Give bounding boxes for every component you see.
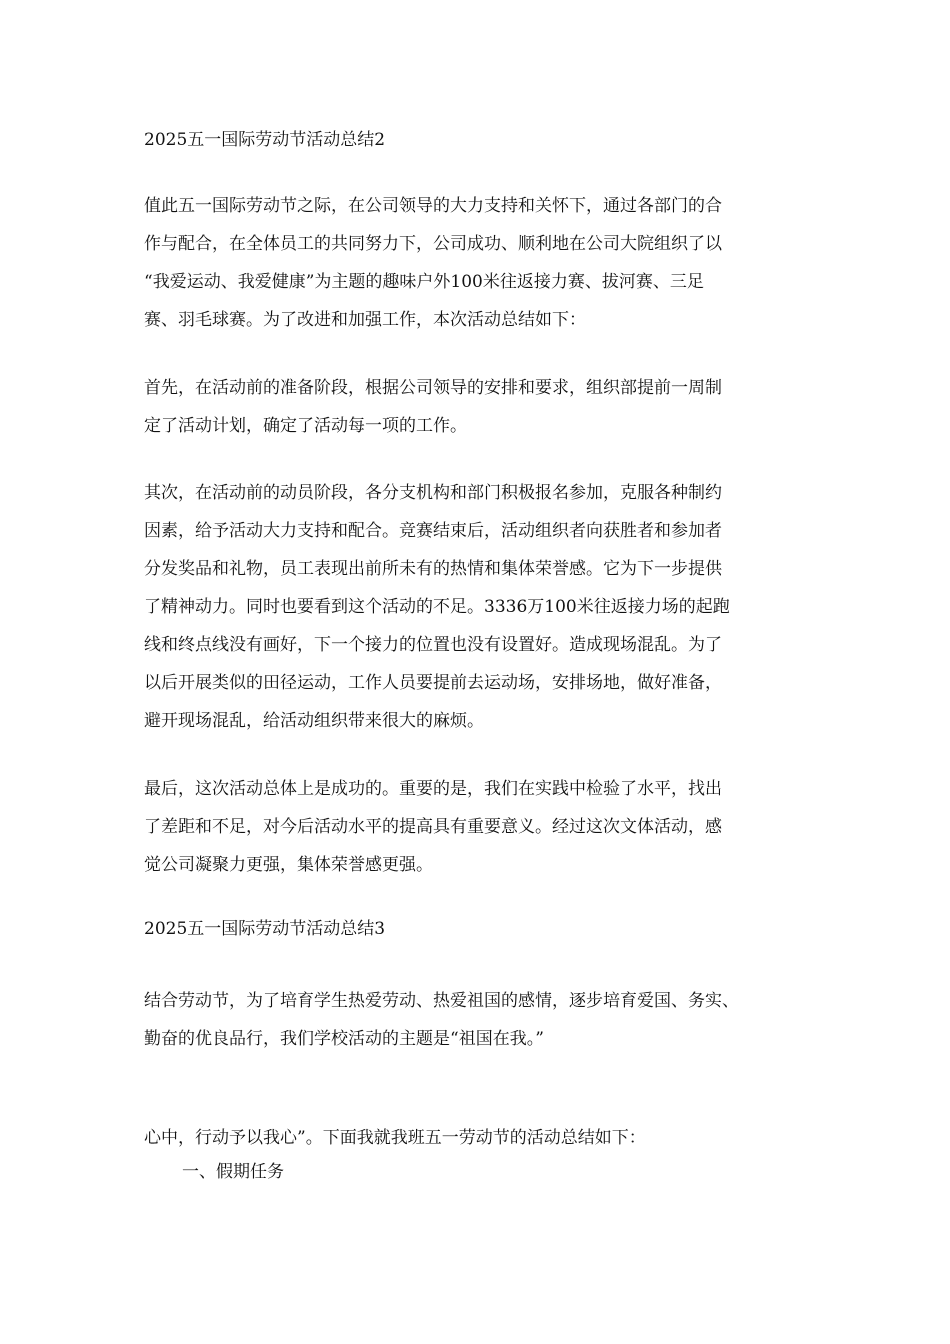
intro-paragraph [144, 187, 814, 339]
section-heading-3: 2025五一国际劳动节活动总结3 [144, 919, 386, 939]
list-item-holiday-tasks: 一、假期任务 [182, 1162, 284, 1182]
labor-paragraph [144, 982, 814, 1058]
paragraph-line: 了精神动力。同时也要看到这个活动的不足。3336万100米往返接力场的起跑 [144, 597, 730, 617]
paragraph-line: 首先，在活动前的准备阶段，根据公司领导的安排和要求，组织部提前一周制 [144, 378, 722, 398]
paragraph-line: 分发奖品和礼物，员工表现出前所未有的热情和集体荣誉感。它为下一步提供 [144, 559, 722, 579]
first-paragraph [144, 369, 814, 445]
paragraph-line: 避开现场混乱，给活动组织带来很大的麻烦。 [144, 711, 484, 731]
paragraph-line: 其次，在活动前的动员阶段，各分支机构和部门积极报名参加，克服各种制约 [144, 483, 722, 503]
paragraph-line: 线和终点线没有画好，下一个接力的位置也没有设置好。造成现场混乱。为了 [144, 635, 722, 655]
paragraph-line: 因素，给予活动大力支持和配合。竞赛结束后，活动组织者向获胜者和参加者 [144, 521, 722, 541]
paragraph-line: 结合劳动节，为了培育学生热爱劳动、热爱祖国的感情，逐步培育爱国、务实、 [144, 991, 739, 1011]
last-paragraph [144, 770, 814, 884]
second-paragraph [144, 474, 814, 740]
paragraph-line: 赛、羽毛球赛。为了改进和加强工作，本次活动总结如下： [144, 310, 586, 330]
section-heading-2: 2025五一国际劳动节活动总结2 [144, 130, 386, 150]
paragraph-line: 作与配合，在全体员工的共同努力下，公司成功、顺利地在公司大院组织了以 [144, 234, 722, 254]
paragraph-line: 最后，这次活动总体上是成功的。重要的是，我们在实践中检验了水平，找出 [144, 779, 722, 799]
paragraph-line: 觉公司凝聚力更强，集体荣誉感更强。 [144, 855, 433, 875]
paragraph-line: “我爱运动、我爱健康”为主题的趣味户外100米往返接力赛、拔河赛、三足 [144, 272, 704, 292]
paragraph-line: 以后开展类似的田径运动，工作人员要提前去运动场，安排场地，做好准备， [144, 673, 722, 693]
paragraph-line: 值此五一国际劳动节之际，在公司领导的大力支持和关怀下，通过各部门的合 [144, 196, 722, 216]
paragraph-line: 定了活动计划，确定了活动每一项的工作。 [144, 416, 467, 436]
paragraph-line: 了差距和不足，对今后活动水平的提高具有重要意义。经过这次文体活动，感 [144, 817, 722, 837]
continuation-line: 心中，行动予以我心”。下面我就我班五一劳动节的活动总结如下： [144, 1128, 646, 1148]
paragraph-line: 勤奋的优良品行，我们学校活动的主题是“祖国在我。” [144, 1029, 544, 1049]
